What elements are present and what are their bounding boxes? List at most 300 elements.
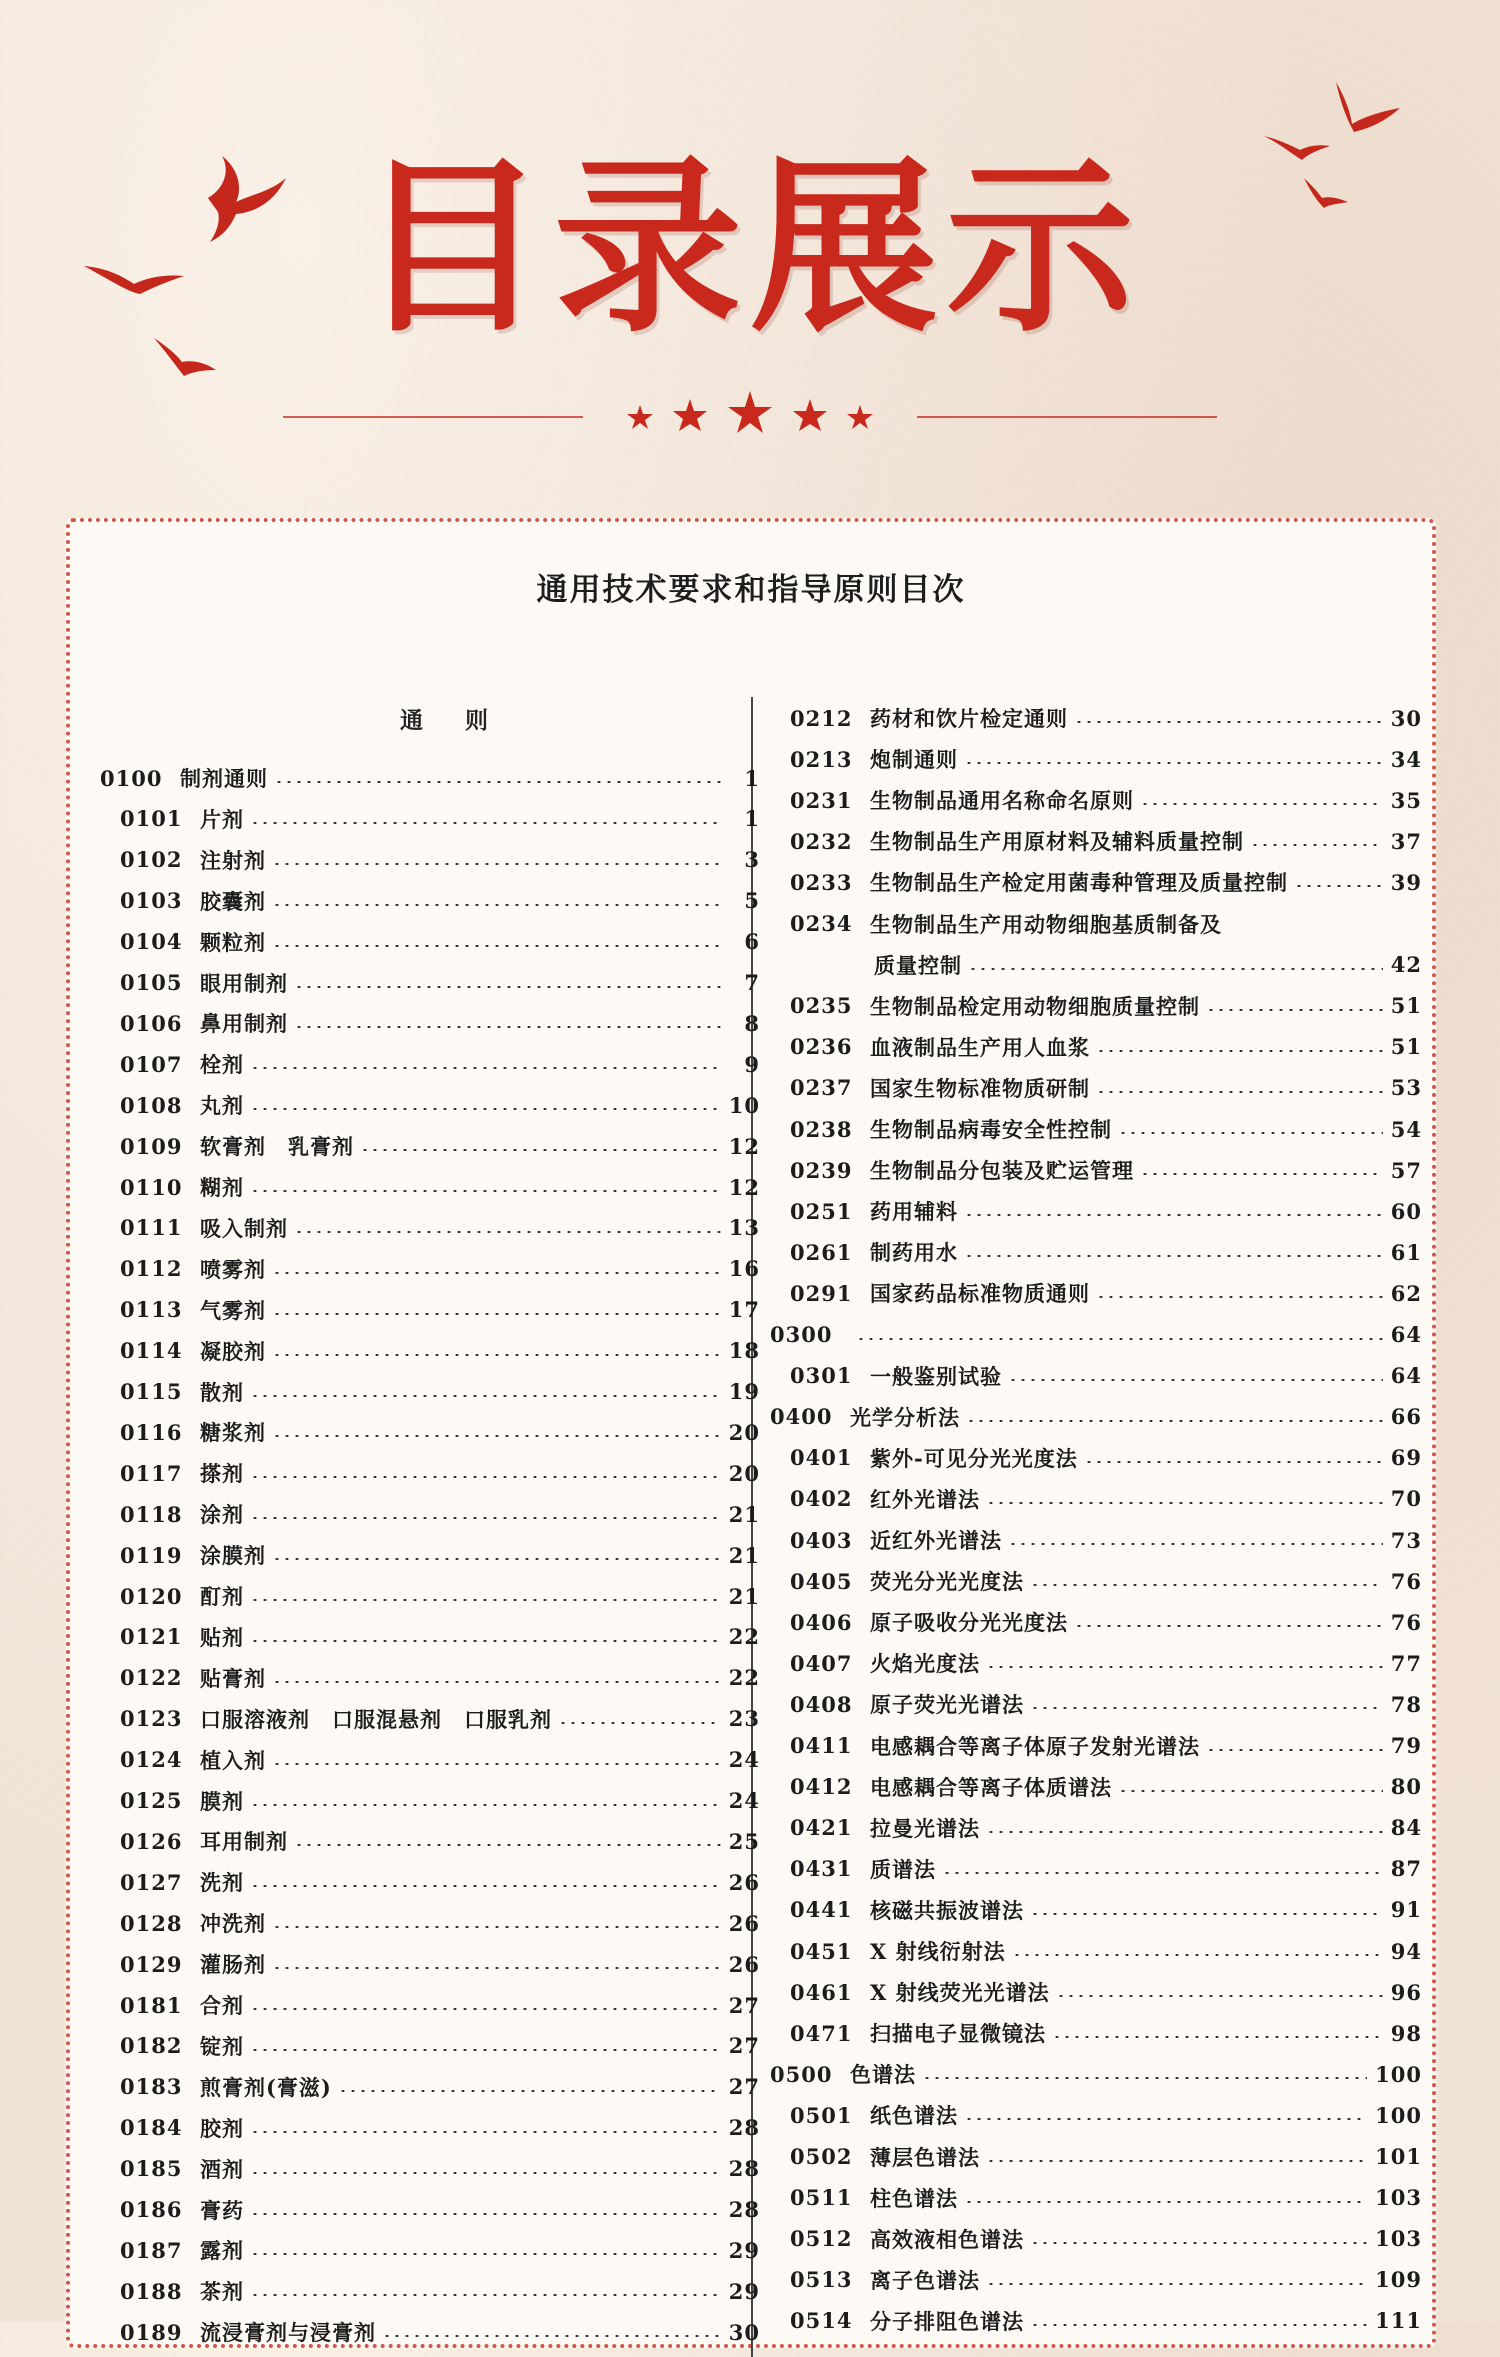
- toc-entry-code: 0213: [790, 746, 853, 772]
- toc-entry-page: 51: [1390, 1034, 1422, 1060]
- toc-entry: [790, 2221, 1422, 2257]
- dot-leader: [1008, 1543, 1383, 1545]
- toc-entry-code: 0102: [120, 847, 183, 873]
- toc-entry-title: 纸色谱法: [870, 2103, 958, 2129]
- toc-entry-title: 糊剂: [200, 1175, 244, 1200]
- toc-entry-title: 胶囊剂: [200, 888, 266, 914]
- toc-entry-page: 17: [728, 1297, 760, 1323]
- toc-entry-code: 0128: [120, 1910, 183, 1936]
- toc-entry-code: 0185: [120, 2156, 183, 2182]
- toc-entry-code: 0251: [790, 1198, 853, 1224]
- toc-entry: [120, 1046, 760, 1082]
- toc-entry-title: 红外光谱法: [870, 1486, 980, 1512]
- dot-leader: [294, 1026, 722, 1028]
- toc-entry-page: 22: [728, 1624, 760, 1650]
- dot-leader: [964, 2201, 1367, 2203]
- toc-entry-title: 分子排阻色谱法: [870, 2308, 1024, 2334]
- toc-entry-title: 耳用制剂: [200, 1829, 288, 1855]
- toc-entry-code: 0113: [120, 1297, 183, 1323]
- toc-entry-title: 荧光分光光度法: [870, 1569, 1024, 1595]
- toc-entry-code: 0103: [120, 888, 183, 914]
- toc-entry-code: 0234: [790, 911, 853, 936]
- toc-entry-code: 0187: [120, 2237, 183, 2263]
- dot-leader: [250, 1804, 721, 1806]
- toc-entry: [120, 883, 760, 919]
- dot-leader: [250, 2253, 721, 2255]
- toc-entry-page: 1: [744, 765, 760, 791]
- toc-entry-title: 制剂通则: [180, 766, 268, 791]
- flying-bird-icon: [1330, 78, 1405, 133]
- dot-leader: [250, 1517, 721, 1519]
- toc-entry-code: 0123: [120, 1706, 183, 1732]
- toc-entry-title: 凝胶剂: [200, 1338, 266, 1364]
- toc-entry-title: 拉曼光谱法: [870, 1815, 980, 1841]
- toc-entry-title: 药用辅料: [870, 1199, 958, 1225]
- page-title: 目录展示: [358, 139, 1142, 358]
- dot-leader: [986, 2160, 1367, 2162]
- dot-leader: [986, 1502, 1383, 1504]
- toc-entry-code: 0512: [790, 2226, 853, 2252]
- dot-leader: [1030, 1913, 1383, 1915]
- toc-entry-code: 0461: [790, 1979, 853, 2005]
- page-header: [0, 0, 1500, 510]
- toc-entry-title: 光学分析法: [850, 1404, 960, 1430]
- toc-entry-code: 0403: [790, 1527, 853, 1553]
- dot-leader: [250, 1640, 721, 1642]
- toc-entry-code: 0239: [790, 1157, 853, 1183]
- toc-entry: [790, 1645, 1422, 1681]
- toc-entry: [790, 1481, 1422, 1517]
- toc-entry-code: 0106: [120, 1010, 183, 1036]
- toc-entry-title: 流浸膏剂与浸膏剂: [200, 2320, 376, 2346]
- toc-entry-title: 糖浆剂: [200, 1420, 266, 1446]
- toc-entry-code: 0112: [120, 1256, 183, 1282]
- toc-entry-title: 一般鉴别试验: [870, 1363, 1002, 1389]
- toc-entry: [790, 1769, 1422, 1805]
- toc-entry-title: 质谱法: [870, 1856, 936, 1882]
- toc-entry: [790, 2262, 1422, 2298]
- toc-entry-title: 扫描电子显微镜法: [870, 2021, 1046, 2047]
- dot-leader: [250, 2294, 721, 2296]
- toc-entry-title: 注射剂: [200, 847, 266, 873]
- toc-entry: [790, 1152, 1422, 1188]
- toc-entry: [120, 1905, 760, 1941]
- toc-entry-title: 离子色谱法: [870, 2267, 980, 2293]
- toc-entry: [120, 965, 760, 1001]
- toc-entry-title: 生物制品生产用动物细胞基质制备及: [870, 911, 1222, 937]
- dot-leader: [250, 1476, 721, 1478]
- toc-entry-code: 0235: [790, 993, 853, 1019]
- toc-entry-code: 0412: [790, 1774, 853, 1800]
- toc-entry: [120, 1169, 760, 1205]
- dot-leader: [1118, 1132, 1383, 1134]
- toc-entry-page: 39: [1390, 869, 1422, 895]
- dot-leader: [1052, 2036, 1383, 2038]
- toc-entry: [120, 842, 760, 878]
- toc-entry-page: 20: [728, 1460, 760, 1486]
- toc-entry-title: 喷雾剂: [200, 1256, 266, 1282]
- toc-entry-page: 78: [1390, 1691, 1422, 1717]
- dot-leader: [964, 2118, 1367, 2120]
- toc-entry-title: 锭剂: [200, 2033, 244, 2059]
- dot-leader: [272, 945, 722, 947]
- toc-entry-code: 0236: [790, 1034, 853, 1060]
- toc-entry-page: 28: [728, 2197, 760, 2222]
- toc-entry-code: 0514: [790, 2308, 853, 2334]
- toc-entry: [790, 1851, 1422, 1887]
- toc-entry: [120, 2028, 760, 2064]
- toc-entry-title: 药材和饮片检定通则: [870, 706, 1068, 731]
- dot-leader: [1074, 721, 1383, 723]
- toc-entry: [120, 2110, 760, 2146]
- toc-entry-page: 25: [728, 1828, 760, 1854]
- toc-entry-title: 涂膜剂: [200, 1543, 266, 1569]
- toc-entry-page: 70: [1390, 1486, 1422, 1512]
- toc-entry: [770, 2056, 1422, 2092]
- dot-leader: [274, 781, 722, 783]
- dot-leader: [272, 904, 722, 906]
- toc-entry: [790, 1810, 1422, 1846]
- toc-entry-code: 0431: [790, 1856, 853, 1882]
- toc-entry-page: 103: [1375, 2185, 1422, 2211]
- dot-leader: [250, 822, 722, 824]
- toc-entry-page: 54: [1390, 1116, 1422, 1142]
- toc-entry-code: 0233: [790, 869, 853, 895]
- toc-entry-code: 0184: [120, 2115, 183, 2141]
- toc-entry: [790, 741, 1422, 777]
- dot-leader: [1056, 1995, 1383, 1997]
- dot-leader: [1140, 1173, 1383, 1175]
- toc-entry-page: 26: [728, 1910, 760, 1936]
- toc-entry: [790, 988, 1422, 1024]
- toc-entry-title: 生物制品生产检定用菌毒种管理及质量控制: [870, 870, 1288, 896]
- dot-leader: [1008, 1379, 1383, 1381]
- star-icon: [728, 391, 772, 433]
- toc-entry-page: 87: [1390, 1856, 1422, 1882]
- toc-entry: [120, 1128, 760, 1164]
- toc-entry: [120, 924, 760, 960]
- toc-entry-title: 眼用制剂: [200, 970, 288, 996]
- toc-entry-page: 6: [744, 929, 760, 955]
- dot-leader: [272, 1558, 721, 1560]
- toc-entry: [100, 760, 760, 796]
- toc-entry-code: 0300: [770, 1322, 833, 1347]
- toc-entry-page: 1: [744, 806, 760, 832]
- dot-leader: [360, 1149, 721, 1151]
- toc-entry: [120, 2273, 760, 2309]
- toc-entry-title: 散剂: [200, 1379, 244, 1405]
- toc-entry: [120, 1783, 760, 1819]
- toc-entry-code: 0501: [790, 2102, 853, 2128]
- dot-leader: [1012, 1954, 1383, 1956]
- toc-entry: [120, 1087, 760, 1123]
- toc-entry-title: 贴剂: [200, 1624, 244, 1650]
- toc-entry-page: 18: [728, 1338, 760, 1364]
- toc-entry: [770, 1317, 1422, 1353]
- toc-entry-code: 0117: [120, 1460, 183, 1486]
- toc-entry-title: 洗剂: [200, 1870, 244, 1896]
- toc-entry-page: 3: [744, 847, 760, 873]
- dot-leader: [1118, 1790, 1383, 1792]
- toc-entry-title: 灌肠剂: [200, 1952, 266, 1978]
- toc-entry-code: 0122: [120, 1665, 183, 1691]
- dot-leader: [1096, 1050, 1383, 1052]
- toc-entry: [120, 1374, 760, 1410]
- dot-leader: [294, 1231, 721, 1233]
- toc-entry-page: 61: [1390, 1239, 1422, 1265]
- toc-entry-code: 0400: [770, 1404, 833, 1430]
- toc-entry-title: 紫外-可见分光光度法: [870, 1445, 1078, 1471]
- dot-leader: [382, 2335, 721, 2337]
- toc-entry-title: 原子吸收分光光度法: [870, 1610, 1068, 1636]
- toc-entry-title: 搽剂: [200, 1461, 244, 1487]
- dot-leader: [1084, 1461, 1383, 1463]
- toc-entry-code: 0406: [790, 1609, 853, 1635]
- toc-entry-page: 109: [1375, 2267, 1422, 2293]
- toc-entry-code: 0401: [790, 1445, 853, 1471]
- toc-entry-code: 0108: [120, 1092, 183, 1118]
- toc-entry-title: 煎膏剂(膏滋): [200, 2074, 332, 2100]
- toc-entry: [120, 1987, 760, 2023]
- toc-entry: [120, 1578, 760, 1614]
- toc-entry-code: 0188: [120, 2278, 183, 2304]
- toc-entry: [790, 947, 1422, 983]
- toc-entry-page: 12: [728, 1174, 760, 1200]
- toc-entry-page: 100: [1375, 2102, 1422, 2128]
- dot-leader: [1096, 1091, 1383, 1093]
- toc-entry: [790, 1234, 1422, 1270]
- toc-entry: [120, 1823, 760, 1859]
- toc-entry-title: 电感耦合等离子体原子发射光谱法: [870, 1733, 1200, 1759]
- toc-entry: [120, 1742, 760, 1778]
- toc-entry-title: 口服溶液剂 口服混悬剂 口服乳剂: [200, 1706, 552, 1732]
- dot-leader: [272, 1354, 721, 1356]
- toc-entry-code: 0407: [790, 1650, 853, 1676]
- dot-leader: [272, 1435, 721, 1437]
- toc-entry-page: 73: [1390, 1527, 1422, 1553]
- toc-entry-code: 0182: [120, 2033, 183, 2059]
- toc-entry-code: 0405: [790, 1568, 853, 1594]
- toc-entry-page: 62: [1390, 1280, 1422, 1306]
- toc-entry-page: 9: [744, 1051, 760, 1077]
- dot-leader: [250, 2008, 721, 2010]
- toc-entry-code: 0100: [100, 765, 163, 791]
- toc-entry: [790, 2303, 1422, 2339]
- toc-entry-page: 24: [728, 1747, 760, 1773]
- toc-entry-title: 栓剂: [200, 1052, 244, 1078]
- toc-entry-code: 0212: [790, 705, 853, 731]
- toc-entry: [790, 1604, 1422, 1640]
- toc-entry-title: 植入剂: [200, 1747, 266, 1773]
- toc-entry-code: 0121: [120, 1624, 183, 1650]
- toc-entry-title: 质量控制: [874, 952, 962, 978]
- toc-entry-code: 0101: [120, 806, 183, 832]
- star-rating-decoration: [600, 385, 900, 445]
- toc-entry: [790, 1193, 1422, 1229]
- toc-entry-code: 0189: [120, 2319, 183, 2345]
- toc-entry-page: 21: [728, 1583, 760, 1609]
- toc-entry-title: 膏药: [200, 2197, 244, 2223]
- toc-entry-page: 76: [1390, 1609, 1422, 1635]
- dot-leader: [968, 968, 1383, 970]
- toc-entry-code: 0129: [120, 1951, 183, 1977]
- toc-entry-title: 生物制品通用名称命名原则: [870, 788, 1134, 814]
- toc-entry-title: 柱色谱法: [870, 2185, 958, 2211]
- toc-entry: [790, 823, 1422, 859]
- dot-leader: [250, 1885, 721, 1887]
- toc-entry-page: 30: [1390, 705, 1422, 731]
- toc-entry: [120, 1619, 760, 1655]
- dot-leader: [250, 1190, 721, 1192]
- dot-leader: [272, 1967, 721, 1969]
- toc-entry-page: 5: [744, 888, 760, 914]
- toc-entry-code: 0107: [120, 1051, 183, 1077]
- dot-leader: [942, 1872, 1383, 1874]
- toc-entry: [790, 1892, 1422, 1928]
- toc-entry-page: 21: [728, 1542, 760, 1568]
- toc-entry: [790, 1974, 1422, 2010]
- toc-entry-code: 0421: [790, 1815, 853, 1841]
- dot-leader: [922, 2077, 1367, 2079]
- toc-entry-code: 0291: [790, 1280, 853, 1306]
- toc-entry-page: 23: [728, 1706, 760, 1732]
- toc-entry-title: 软膏剂 乳膏剂: [200, 1134, 354, 1160]
- toc-entry: [120, 2151, 760, 2187]
- dot-leader: [1030, 1584, 1383, 1586]
- toc-entry-code: 0238: [790, 1116, 853, 1142]
- toc-entry-page: 53: [1390, 1075, 1422, 1101]
- toc-entry: [790, 1728, 1422, 1764]
- toc-panel: [66, 518, 1436, 2348]
- dot-leader: [1140, 803, 1383, 805]
- toc-entry-code: 0232: [790, 828, 853, 854]
- toc-entry-code: 0114: [120, 1338, 183, 1364]
- toc-entry-code: 0104: [120, 929, 183, 955]
- toc-entry-title: 生物制品分包装及贮运管理: [870, 1158, 1134, 1184]
- title-divider-right: [917, 416, 1217, 418]
- toc-entry-code: 0451: [790, 1938, 853, 1964]
- toc-title: 通用技术要求和指导原则目次: [536, 572, 966, 608]
- toc-entry-code: 0120: [120, 1583, 183, 1609]
- dot-leader: [986, 2283, 1367, 2285]
- dot-leader: [1096, 1296, 1383, 1298]
- toc-entry-page: 26: [728, 1951, 760, 1977]
- toc-entry: [120, 1210, 760, 1246]
- toc-entry-page: 98: [1390, 2020, 1422, 2046]
- toc-entry: [790, 2015, 1422, 2051]
- toc-entry: [790, 1070, 1422, 1106]
- dot-leader: [1074, 1625, 1383, 1627]
- toc-entry-page: 21: [728, 1501, 760, 1527]
- star-icon: [847, 405, 873, 429]
- toc-entry: [120, 1496, 760, 1532]
- toc-entry-code: 0181: [120, 1992, 183, 2018]
- toc-entry-page: 64: [1390, 1322, 1422, 1347]
- toc-entry-code: 0105: [120, 970, 183, 995]
- dot-leader: [1030, 1707, 1383, 1709]
- toc-entry-title: 胶剂: [200, 2115, 244, 2141]
- toc-entry-code: 0261: [790, 1239, 853, 1265]
- toc-entry-page: 101: [1375, 2144, 1422, 2169]
- section-heading: 通则: [400, 707, 530, 734]
- dot-leader: [1294, 885, 1383, 887]
- toc-entry: [120, 1660, 760, 1696]
- toc-entry: [790, 2139, 1422, 2175]
- toc-entry-code: 0118: [120, 1501, 183, 1527]
- toc-entry-page: 16: [728, 1256, 760, 1282]
- toc-entry: [120, 1946, 760, 1982]
- toc-entry-title: 颗粒剂: [200, 929, 266, 955]
- toc-entry-page: 84: [1390, 1815, 1422, 1841]
- toc-entry-title: 酒剂: [200, 2156, 244, 2182]
- dot-leader: [272, 1313, 721, 1315]
- toc-entry-title: 色谱法: [850, 2062, 916, 2088]
- toc-entry-code: 0116: [120, 1419, 183, 1445]
- toc-entry-page: 12: [728, 1133, 760, 1159]
- toc-entry-page: 64: [1390, 1363, 1422, 1389]
- toc-entry-code: 0126: [120, 1828, 183, 1854]
- toc-entry-page: 111: [1375, 2308, 1422, 2334]
- toc-entry-title: 生物制品病毒安全性控制: [870, 1117, 1112, 1142]
- toc-entry-title: 血液制品生产用人血浆: [870, 1034, 1090, 1060]
- dot-leader: [338, 2090, 721, 2092]
- toc-entry-title: 气雾剂: [200, 1297, 266, 1323]
- dot-leader: [250, 1599, 721, 1601]
- toc-entry-code: 0471: [790, 2020, 853, 2046]
- toc-entry-code: 0125: [120, 1788, 183, 1813]
- toc-entry-page: 29: [728, 2237, 760, 2263]
- toc-entry: [790, 864, 1422, 900]
- toc-entry-code: 0119: [120, 1542, 183, 1568]
- title-divider-left: [283, 416, 583, 418]
- toc-entry-title: 生物制品检定用动物细胞质量控制: [870, 993, 1200, 1019]
- toc-entry: [790, 1522, 1422, 1558]
- star-icon: [673, 399, 707, 431]
- toc-entry-page: 94: [1390, 1938, 1422, 1964]
- toc-entry-title: 近红外光谱法: [870, 1528, 1002, 1553]
- star-icon: [793, 399, 827, 431]
- toc-entry-title: 吸入制剂: [200, 1215, 288, 1241]
- toc-entry-page: 42: [1390, 952, 1422, 978]
- dot-leader: [1030, 2242, 1367, 2244]
- toc-entry-page: 100: [1375, 2061, 1422, 2087]
- toc-entry-code: 0408: [790, 1691, 853, 1717]
- toc-entry: [120, 1333, 760, 1369]
- toc-entry-code: 0124: [120, 1747, 183, 1773]
- toc-entry-code: 0502: [790, 2144, 853, 2169]
- toc-entry: [120, 1292, 760, 1328]
- toc-entry-page: 27: [728, 2074, 760, 2100]
- toc-entry-title: 冲洗剂: [200, 1911, 266, 1937]
- toc-entry-page: 35: [1390, 787, 1422, 813]
- dot-leader: [964, 1255, 1383, 1257]
- toc-entry: [120, 801, 760, 837]
- toc-entry-page: 19: [728, 1379, 760, 1404]
- toc-entry: [790, 1029, 1422, 1065]
- toc-entry: [120, 1455, 760, 1491]
- toc-entry-title: 电感耦合等离子体质谱法: [870, 1774, 1112, 1800]
- toc-entry: [790, 1686, 1422, 1722]
- toc-entry-title: 原子荧光光谱法: [870, 1692, 1024, 1718]
- dot-leader: [986, 1666, 1383, 1668]
- dot-leader: [272, 1763, 721, 1765]
- toc-entry: [790, 1275, 1422, 1311]
- toc-entry: [790, 2097, 1422, 2133]
- toc-entry-title: 国家生物标准物质研制: [870, 1075, 1090, 1101]
- toc-entry: [790, 1563, 1422, 1599]
- toc-entry-page: 22: [728, 1665, 760, 1691]
- toc-entry-title: 火焰光度法: [870, 1651, 980, 1677]
